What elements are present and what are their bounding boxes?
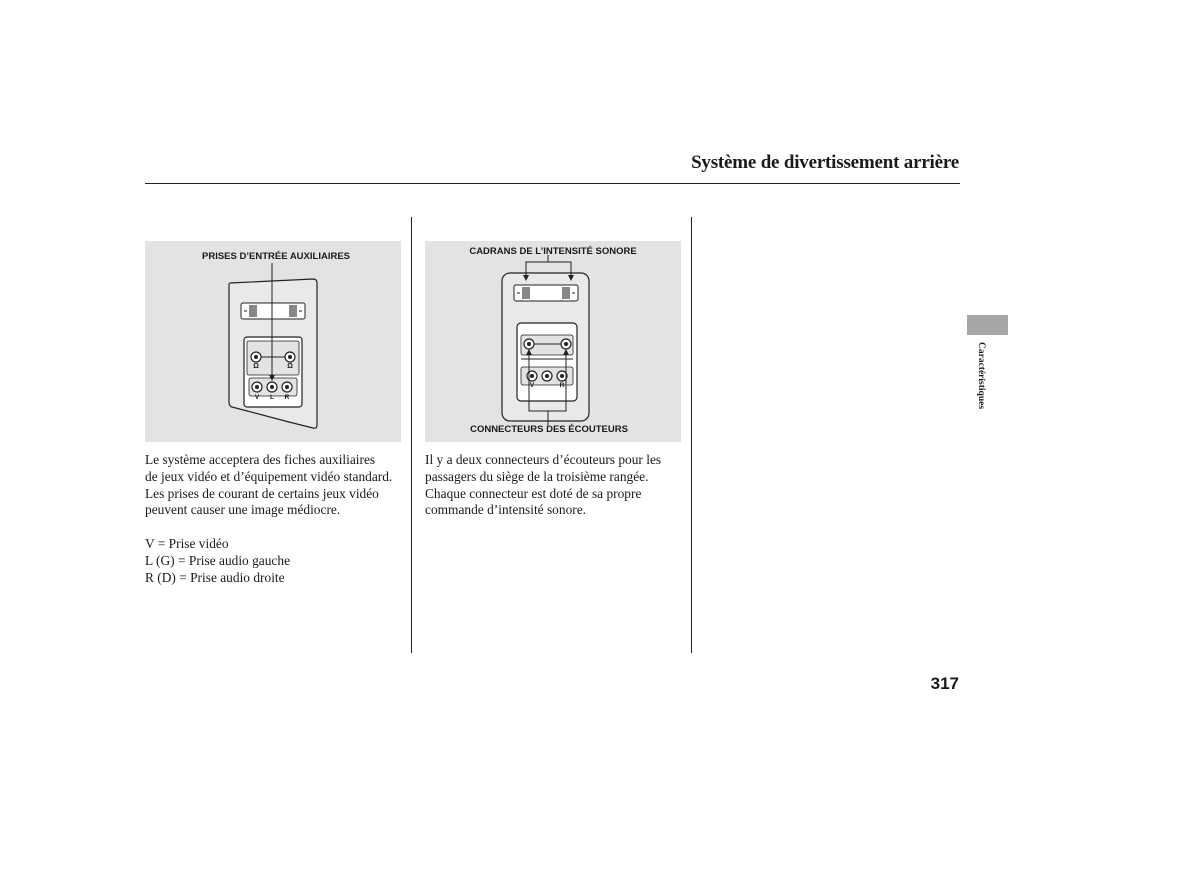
left-column-paragraph [145, 452, 392, 519]
text-line: Chaque connecteur est doté de sa propre [425, 485, 642, 501]
legend-item: V = Prise vidéo [145, 536, 229, 551]
text-line: peuvent causer une image médiocre. [145, 502, 341, 518]
header-rule [145, 183, 960, 184]
jack-label-v: V [529, 382, 535, 389]
column-divider-1 [411, 217, 412, 653]
text-line: passagers du siège de la troisième rangée. [425, 468, 649, 484]
jack-label-l: L [270, 394, 274, 401]
headphone-symbol-1: Ω [253, 363, 259, 370]
headphone-symbol-2: Ω [287, 363, 293, 370]
text-line: Les prises de courant de certains jeux vidéo [145, 485, 379, 501]
section-tab-label: Caractéristiques [976, 342, 986, 410]
figure-label-volume-dials: CADRANS DE L’INTENSITÉ SONORE [469, 246, 637, 257]
figure-label-headphone-connectors: CONNECTEURS DES ÉCOUTEURS [470, 424, 628, 435]
jack-label-r: R [559, 382, 565, 389]
section-tab-marker [967, 315, 1008, 335]
legend-item: L (G) = Prise audio gauche [145, 552, 291, 568]
jack-label-v: V [254, 394, 260, 401]
text-line: Le système acceptera des fiches auxiliaires [145, 452, 376, 467]
text-line: commande d’intensité sonore. [425, 502, 587, 518]
headphone-panel-illustration [425, 241, 681, 442]
page-number: 317 [930, 674, 959, 693]
text-line: Il y a deux connecteurs d’écouteurs pour les [425, 452, 662, 467]
figure-auxiliary-inputs [145, 241, 401, 442]
page-header-title: Système de divertissement arrière [691, 152, 959, 173]
text-line: de jeux vidéo et d’équipement vidéo standard. [145, 468, 393, 484]
figure-headphone-connectors [425, 241, 681, 442]
jack-legend [145, 536, 290, 586]
legend-item: R (D) = Prise audio droite [145, 569, 285, 585]
right-column-paragraph [425, 452, 661, 519]
auxiliary-panel-illustration [145, 241, 401, 442]
jack-label-r: R [284, 394, 290, 401]
column-divider-2 [691, 217, 692, 653]
figure-label-auxiliary-inputs: PRISES D’ENTRÉE AUXILIAIRES [202, 251, 350, 262]
